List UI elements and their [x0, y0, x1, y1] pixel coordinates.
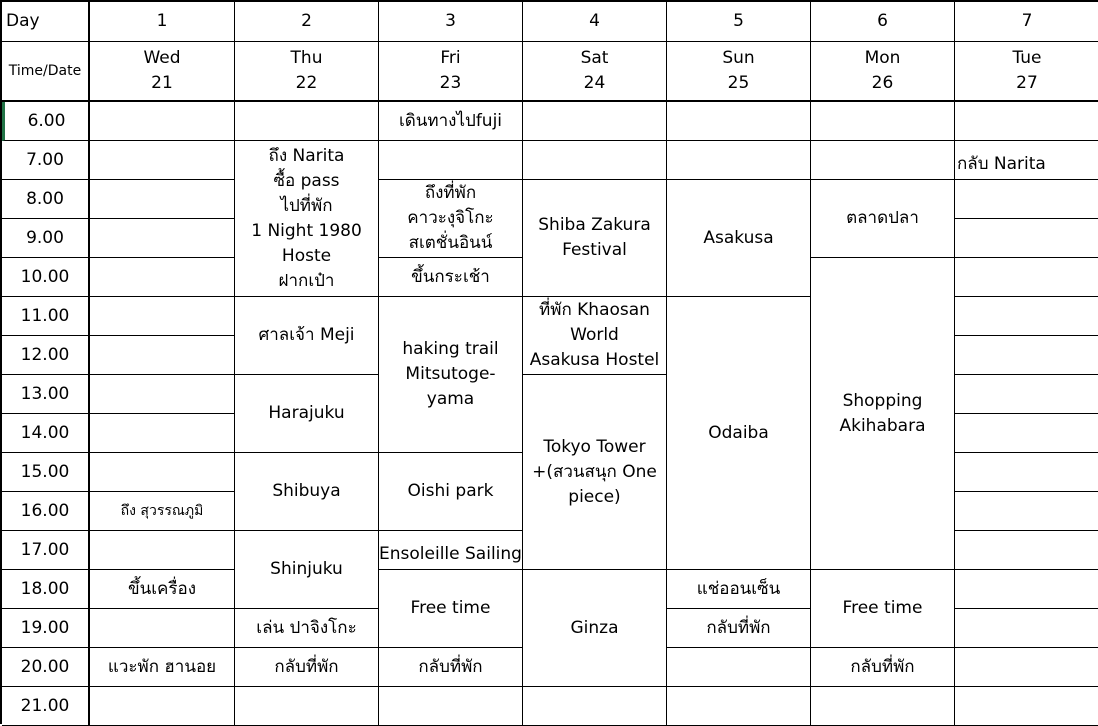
event-cell[interactable]: กลับที่พัก: [235, 648, 379, 687]
empty-cell[interactable]: [523, 102, 667, 141]
date-label: 25: [727, 73, 750, 93]
empty-cell[interactable]: [955, 687, 1098, 726]
empty-cell[interactable]: [90, 297, 235, 336]
weekday-label: Mon: [864, 48, 901, 68]
empty-cell[interactable]: [523, 687, 667, 726]
date-header-3[interactable]: [379, 42, 523, 102]
date-label: 27: [1016, 73, 1038, 93]
time-cell[interactable]: 19.00: [2, 609, 90, 648]
day-number-4[interactable]: 4: [523, 2, 667, 42]
empty-cell[interactable]: [955, 414, 1098, 453]
event-cell[interactable]: แวะพัก ฮานอย: [90, 648, 235, 687]
time-cell[interactable]: 14.00: [2, 414, 90, 453]
empty-cell[interactable]: [90, 375, 235, 414]
date-label: 22: [295, 73, 318, 93]
empty-cell[interactable]: [955, 258, 1098, 297]
event-cell[interactable]: เล่น ปาจิงโกะ: [235, 609, 379, 648]
event-cell[interactable]: ขึ้นกระเช้า: [379, 258, 523, 297]
empty-cell[interactable]: [811, 141, 955, 180]
date-header-1[interactable]: [90, 42, 235, 102]
empty-cell[interactable]: [379, 687, 523, 726]
date-label: 21: [151, 73, 173, 93]
time-cell[interactable]: 17.00: [2, 531, 90, 570]
day-number-1[interactable]: 1: [90, 2, 235, 42]
event-cell[interactable]: Odaiba: [667, 297, 811, 570]
event-cell[interactable]: แช่ออนเซ็น: [667, 570, 811, 609]
day-number-6[interactable]: 6: [811, 2, 955, 42]
weekday-label: Sun: [722, 48, 755, 68]
empty-cell[interactable]: [667, 648, 811, 687]
weekday-label: Sat: [580, 48, 609, 68]
empty-cell[interactable]: [955, 336, 1098, 375]
event-cell[interactable]: Ginza: [523, 570, 667, 687]
event-cell[interactable]: Shibuya: [235, 453, 379, 531]
event-cell[interactable]: Free time: [811, 570, 955, 648]
empty-cell[interactable]: [811, 102, 955, 141]
weekday-label: Tue: [1012, 48, 1042, 68]
empty-cell[interactable]: [90, 609, 235, 648]
empty-cell[interactable]: [90, 453, 235, 492]
time-cell[interactable]: 11.00: [2, 297, 90, 336]
event-cell[interactable]: haking trail Mitsutoge- yama: [379, 297, 523, 453]
event-cell[interactable]: Shinjuku: [235, 531, 379, 609]
event-cell[interactable]: ถึง สุวรรณภูมิ: [90, 492, 235, 531]
empty-cell[interactable]: [90, 102, 235, 141]
event-cell[interactable]: Oishi park: [379, 453, 523, 531]
weekday-label: Wed: [143, 48, 181, 68]
empty-cell[interactable]: [523, 141, 667, 180]
time-cell[interactable]: 16.00: [2, 492, 90, 531]
empty-cell[interactable]: [90, 141, 235, 180]
event-cell[interactable]: กลับที่พัก: [379, 648, 523, 687]
empty-cell[interactable]: [90, 180, 235, 219]
day-number-3[interactable]: 3: [379, 2, 523, 42]
date-label: 23: [439, 73, 462, 93]
empty-cell[interactable]: [667, 687, 811, 726]
empty-cell[interactable]: [955, 102, 1098, 141]
weekday-label: Fri: [440, 48, 461, 68]
date-label: 26: [871, 73, 894, 93]
event-cell[interactable]: กลับที่พัก: [667, 609, 811, 648]
event-cell[interactable]: Free time: [379, 570, 523, 648]
time-cell[interactable]: 20.00: [2, 648, 90, 687]
empty-cell[interactable]: [955, 219, 1098, 258]
date-header-7[interactable]: [955, 42, 1098, 102]
empty-cell[interactable]: [90, 414, 235, 453]
empty-cell[interactable]: [955, 453, 1098, 492]
empty-cell[interactable]: [90, 531, 235, 570]
empty-cell[interactable]: [235, 102, 379, 141]
time-cell[interactable]: 15.00: [2, 453, 90, 492]
empty-cell[interactable]: [667, 141, 811, 180]
time-cell[interactable]: 21.00: [2, 687, 90, 726]
time-cell[interactable]: 13.00: [2, 375, 90, 414]
empty-cell[interactable]: [235, 687, 379, 726]
event-cell[interactable]: กลับที่พัก: [811, 648, 955, 687]
date-header-6[interactable]: [811, 42, 955, 102]
event-cell[interactable]: ถึง Narita ซื้อ pass ไปที่พัก 1 Night 1980 Hoste ฝากเป๋า: [235, 141, 379, 297]
event-cell[interactable]: Asakusa: [667, 180, 811, 297]
empty-cell[interactable]: [90, 336, 235, 375]
event-cell[interactable]: ขึ้นเครื่อง: [90, 570, 235, 609]
event-cell[interactable]: ตลาดปลา: [811, 180, 955, 258]
date-header-4[interactable]: [523, 42, 667, 102]
empty-cell[interactable]: [955, 297, 1098, 336]
empty-cell[interactable]: [90, 687, 235, 726]
empty-cell[interactable]: [955, 648, 1098, 687]
empty-cell[interactable]: [955, 180, 1098, 219]
event-cell[interactable]: Shopping Akihabara: [811, 258, 955, 570]
event-cell[interactable]: กลับ Narita: [955, 141, 1098, 180]
empty-cell[interactable]: [811, 687, 955, 726]
empty-cell[interactable]: [955, 375, 1098, 414]
empty-cell[interactable]: [955, 609, 1098, 648]
empty-cell[interactable]: [90, 219, 235, 258]
day-header-label[interactable]: Day: [2, 2, 90, 42]
time-cell[interactable]: 7.00: [2, 141, 90, 180]
event-cell[interactable]: Harajuku: [235, 375, 379, 453]
time-date-label[interactable]: Time/Date: [2, 42, 90, 102]
event-cell[interactable]: ที่พัก Khaosan World Asakusa Hostel: [523, 297, 667, 375]
event-cell[interactable]: Shiba Zakura Festival: [523, 180, 667, 297]
date-header-5[interactable]: [667, 42, 811, 102]
weekday-label: Thu: [290, 48, 323, 68]
date-header-2[interactable]: [235, 42, 379, 102]
empty-cell[interactable]: [955, 531, 1098, 570]
date-label: 24: [583, 73, 606, 93]
day-number-7[interactable]: 7: [955, 2, 1098, 42]
event-cell[interactable]: ศาลเจ้า Meji: [235, 297, 379, 375]
empty-cell[interactable]: [667, 102, 811, 141]
event-cell[interactable]: ถึงที่พัก คาวะงุจิโกะ สเตชั่นอินน์: [379, 180, 523, 258]
empty-cell[interactable]: [955, 570, 1098, 609]
day-number-2[interactable]: 2: [235, 2, 379, 42]
time-cell[interactable]: 6.00: [2, 102, 90, 141]
event-cell[interactable]: Ensoleille Sailing: [379, 531, 523, 570]
time-cell[interactable]: 18.00: [2, 570, 90, 609]
empty-cell[interactable]: [379, 141, 523, 180]
time-cell[interactable]: 8.00: [2, 180, 90, 219]
event-cell[interactable]: เดินทางไปfuji: [379, 102, 523, 141]
event-cell[interactable]: Tokyo Tower +(สวนสนุก One piece): [523, 375, 667, 570]
empty-cell[interactable]: [955, 492, 1098, 531]
day-number-5[interactable]: 5: [667, 2, 811, 42]
time-cell[interactable]: 12.00: [2, 336, 90, 375]
time-cell[interactable]: 10.00: [2, 258, 90, 297]
empty-cell[interactable]: [90, 258, 235, 297]
time-cell[interactable]: 9.00: [2, 219, 90, 258]
